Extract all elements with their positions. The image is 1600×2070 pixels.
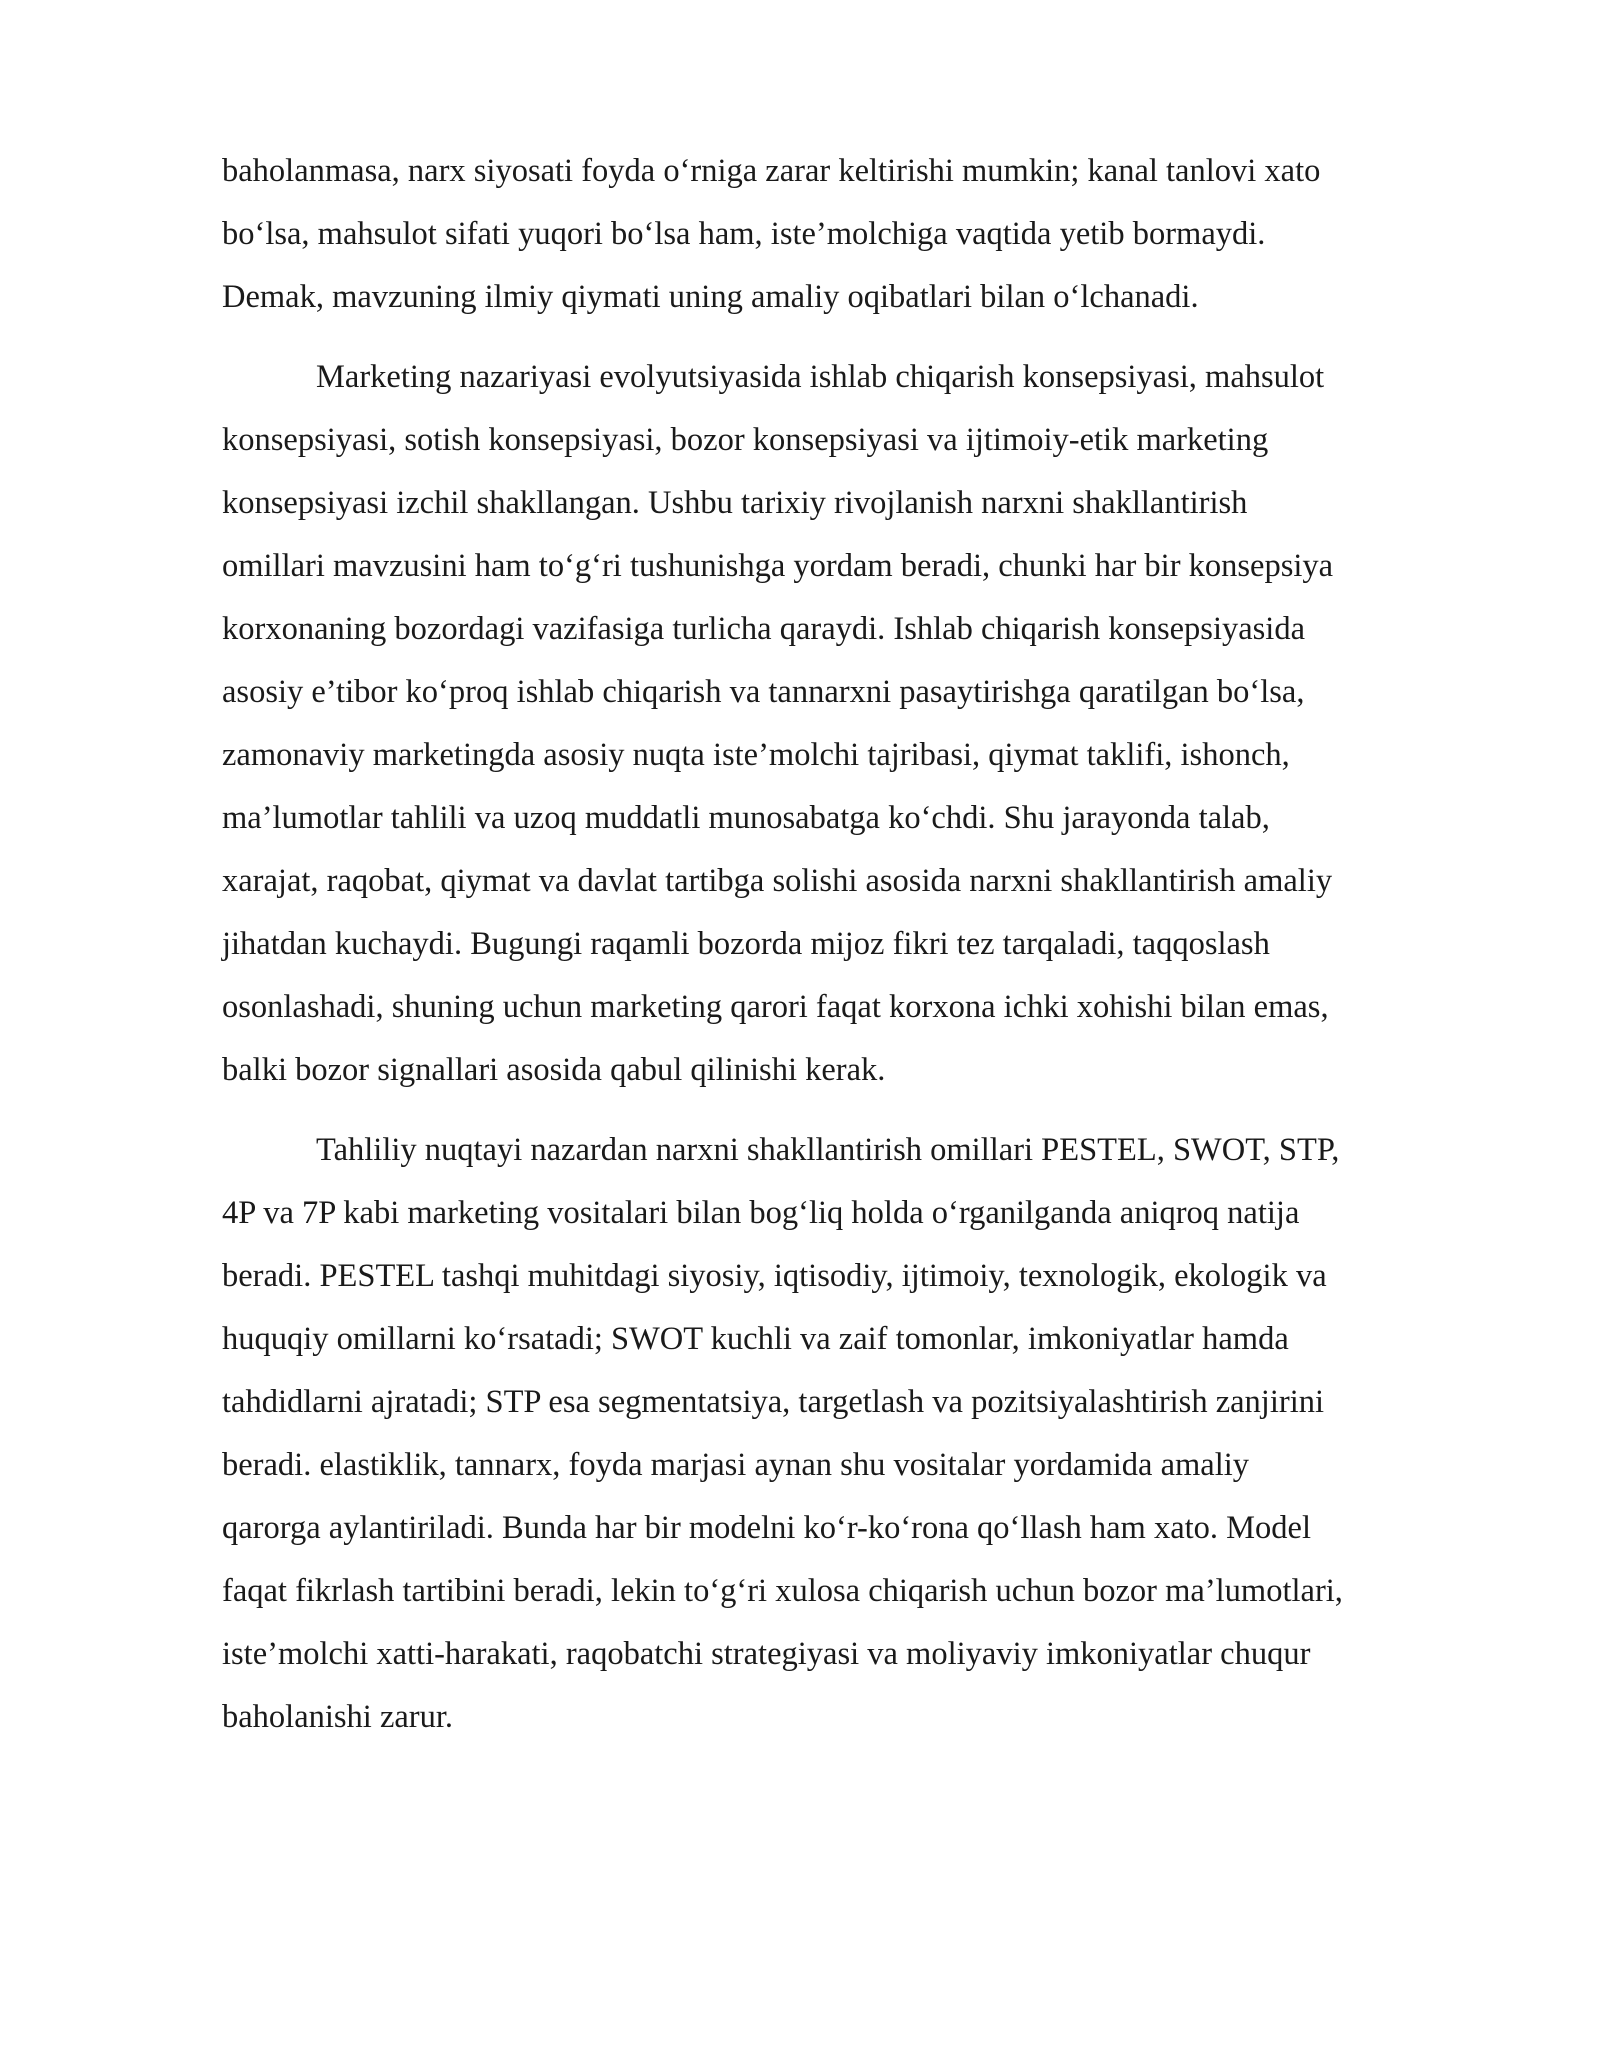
text-line: ma’lumotlar tahlili va uzoq muddatli munosabatga ko‘chdi. Shu jarayonda talab,: [222, 800, 1270, 836]
text-line: Tahliliy nuqtayi nazardan narxni shakllantirish omillari PESTEL, SWOT, STP,: [316, 1132, 1340, 1168]
paragraph-1: [222, 140, 1484, 329]
paragraph-3: [222, 1119, 1484, 1749]
text-line: qarorga aylantiriladi. Bunda har bir modelni ko‘r-ko‘rona qo‘llash ham xato. Model: [222, 1510, 1312, 1546]
text-line: jihatdan kuchaydi. Bugungi raqamli bozorda mijoz fikri tez tarqaladi, taqqoslash: [222, 926, 1270, 962]
document-body: [222, 140, 1484, 1766]
text-line: zamonaviy marketingda asosiy nuqta iste’molchi tajribasi, qiymat taklifi, ishonch,: [222, 737, 1290, 773]
text-line: omillari mavzusini ham to‘g‘ri tushunishga yordam beradi, chunki har bir konsepsiya: [222, 548, 1334, 584]
text-line: baholanmasa, narx siyosati foyda o‘rniga zarar keltirishi mumkin; kanal tanlovi xato: [222, 153, 1321, 189]
text-line: bo‘lsa, mahsulot sifati yuqori bo‘lsa ham, iste’molchiga vaqtida yetib bormaydi.: [222, 216, 1266, 252]
text-line: faqat fikrlash tartibini beradi, lekin to‘g‘ri xulosa chiqarish uchun bozor ma’lumotlari,: [222, 1573, 1343, 1609]
text-line: korxonaning bozordagi vazifasiga turlicha qaraydi. Ishlab chiqarish konsepsiyasida: [222, 611, 1306, 647]
paragraph-2: [222, 346, 1484, 1102]
text-line: konsepsiyasi izchil shakllangan. Ushbu tarixiy rivojlanish narxni shakllantirish: [222, 485, 1248, 521]
text-line: beradi. PESTEL tashqi muhitdagi siyosiy, iqtisodiy, ijtimoiy, texnologik, ekologik va: [222, 1258, 1327, 1294]
text-line: beradi. elastiklik, tannarx, foyda marjasi aynan shu vositalar yordamida amaliy: [222, 1447, 1250, 1483]
text-line: huquqiy omillarni ko‘rsatadi; SWOT kuchli va zaif tomonlar, imkoniyatlar hamda: [222, 1321, 1289, 1357]
text-line: osonlashadi, shuning uchun marketing qarori faqat korxona ichki xohishi bilan emas,: [222, 989, 1329, 1025]
text-line: tahdidlarni ajratadi; STP esa segmentatsiya, targetlash va pozitsiyalashtirish zanjirini: [222, 1384, 1325, 1420]
text-line: konsepsiyasi, sotish konsepsiyasi, bozor konsepsiyasi va ijtimoiy-etik marketing: [222, 422, 1269, 458]
text-line: Demak, mavzuning ilmiy qiymati uning amaliy oqibatlari bilan o‘lchanadi.: [222, 279, 1199, 315]
text-line: baholanishi zarur.: [222, 1699, 454, 1735]
text-line: balki bozor signallari asosida qabul qilinishi kerak.: [222, 1052, 886, 1088]
text-line: xarajat, raqobat, qiymat va davlat tartibga solishi asosida narxni shakllantirish amaliy: [222, 863, 1333, 899]
text-line: Marketing nazariyasi evolyutsiyasida ishlab chiqarish konsepsiyasi, mahsulot: [316, 359, 1325, 395]
text-line: asosiy e’tibor ko‘proq ishlab chiqarish va tannarxni pasaytirishga qaratilgan bo‘lsa,: [222, 674, 1305, 710]
text-line: 4P va 7P kabi marketing vositalari bilan bog‘liq holda o‘rganilganda aniqroq natija: [222, 1195, 1300, 1231]
text-line: iste’molchi xatti-harakati, raqobatchi strategiyasi va moliyaviy imkoniyatlar chuqur: [222, 1636, 1311, 1672]
